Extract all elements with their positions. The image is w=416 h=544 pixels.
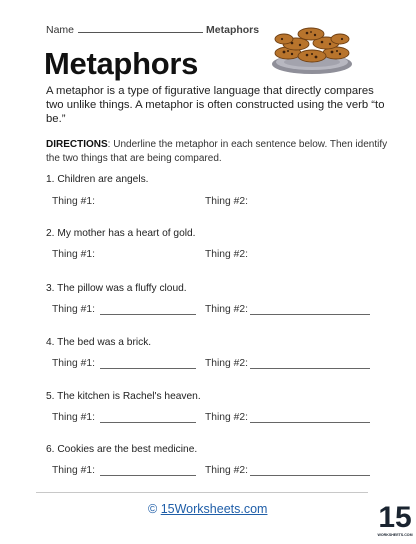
logo-icon [377, 494, 413, 539]
copyright-symbol: © [148, 502, 158, 516]
name-blank[interactable] [78, 23, 203, 33]
thing1-label: Thing #1: [52, 465, 95, 476]
directions-label: DIRECTIONS [46, 139, 108, 150]
page-title: Metaphors [44, 46, 199, 81]
intro-paragraph: A metaphor is a type of figurative language that directly compares two unlike things. A metaphor is often constructed using the verb “to be.” [46, 85, 385, 125]
name-line [46, 23, 259, 36]
thing2-label: Thing #2: [205, 465, 248, 476]
directions [46, 138, 391, 165]
question-sentence: 2. My mother has a heart of gold. [46, 228, 196, 239]
logo [377, 494, 413, 539]
question-sentence: 4. The bed was a brick. [46, 337, 152, 348]
thing2-answer-line[interactable] [250, 422, 370, 423]
logo-text: WORKSHEETS.COM [377, 533, 413, 537]
thing2-answer-line[interactable] [250, 475, 370, 476]
question-sentence: 6. Cookies are the best medicine. [46, 444, 198, 455]
question-sentence: 5. The kitchen is Rachel's heaven. [46, 391, 201, 402]
question-sentence: 1. Children are angels. [46, 174, 149, 185]
directions-text: : Underline the metaphor in each sentence below. Then identify the two things that are being compared. [46, 139, 388, 164]
thing2-label: Thing #2: [205, 358, 248, 369]
footer-divider [36, 492, 368, 493]
thing2-label: Thing #2: [205, 249, 248, 260]
thing1-answer-line[interactable] [100, 314, 196, 315]
name-label: Name [46, 24, 75, 36]
thing1-label: Thing #1: [52, 412, 95, 423]
thing2-label: Thing #2: [205, 196, 248, 207]
thing1-label: Thing #1: [52, 358, 95, 369]
question-sentence: 3. The pillow was a fluffy cloud. [46, 283, 187, 294]
thing2-label: Thing #2: [205, 412, 248, 423]
thing1-label: Thing #1: [52, 304, 95, 315]
thing2-label: Thing #2: [205, 304, 248, 315]
footer-link[interactable] [148, 502, 267, 516]
topic-tag: Metaphors [206, 24, 260, 36]
logo-number: 15 [378, 501, 412, 534]
thing2-answer-line[interactable] [250, 368, 370, 369]
thing1-answer-line[interactable] [100, 475, 196, 476]
thing2-answer-line[interactable] [250, 314, 370, 315]
cookie-plate-icon [266, 20, 358, 78]
thing1-label: Thing #1: [52, 249, 95, 260]
thing1-label: Thing #1: [52, 196, 95, 207]
site-link[interactable]: 15Worksheets.com [160, 502, 268, 516]
thing1-answer-line[interactable] [100, 368, 196, 369]
thing1-answer-line[interactable] [100, 422, 196, 423]
